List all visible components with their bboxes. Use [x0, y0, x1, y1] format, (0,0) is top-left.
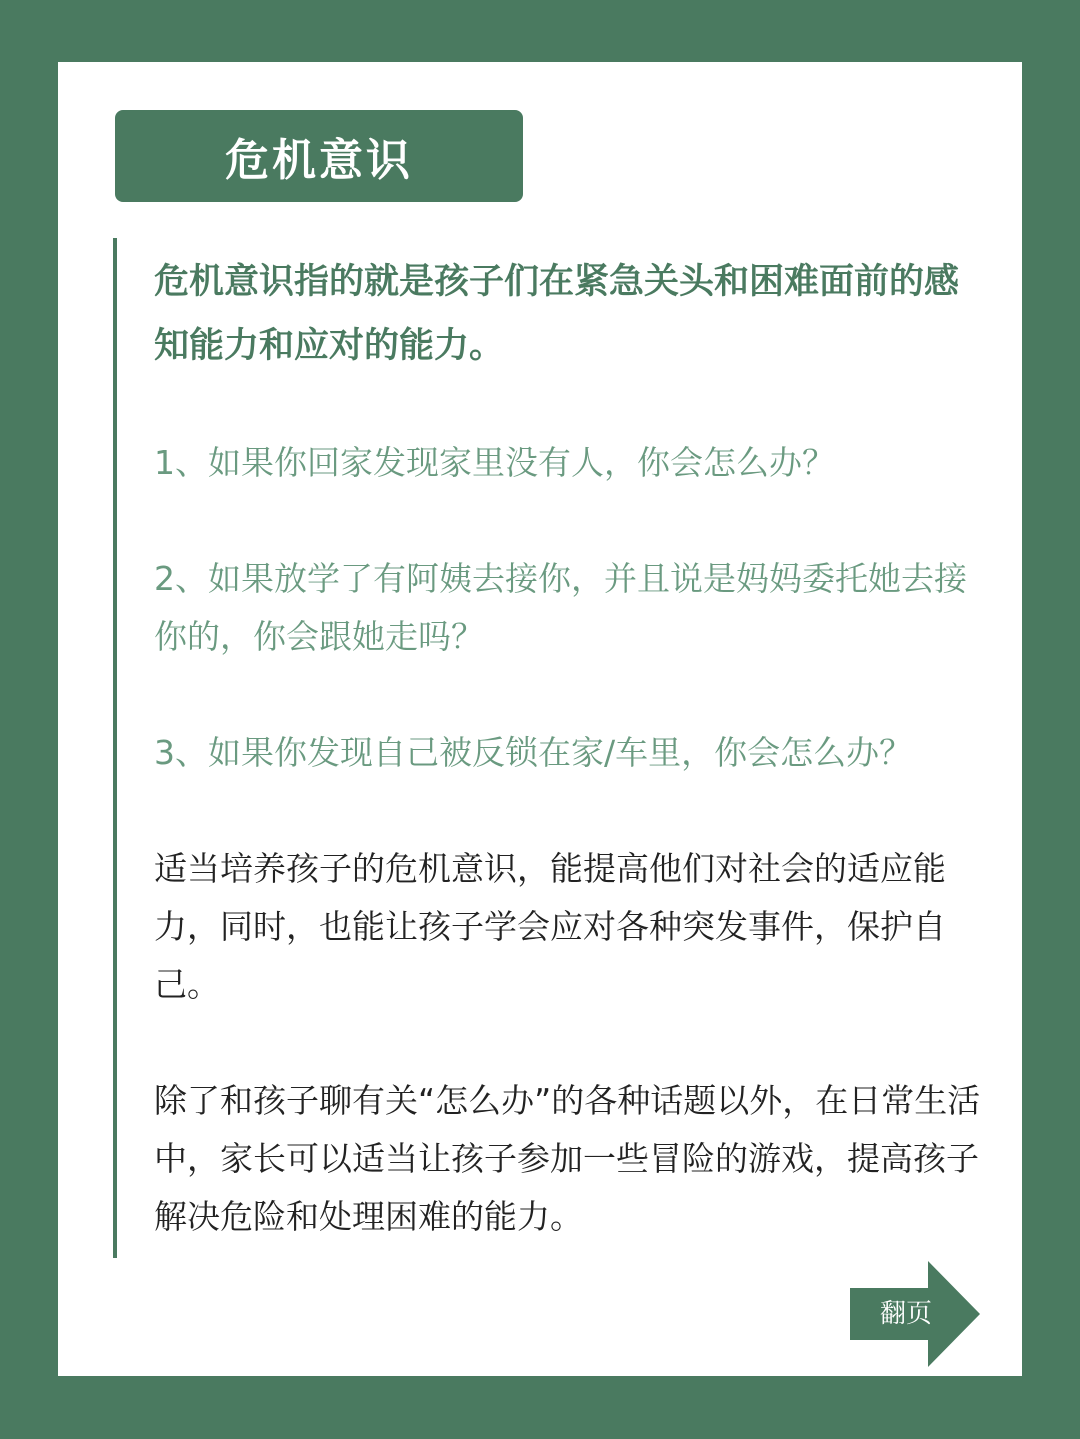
question-2: 2、如果放学了有阿姨去接你，并且说是妈妈委托她去接你的，你会跟她走吗？: [154, 559, 967, 656]
content-card: [58, 62, 1022, 1376]
left-accent-rule: [113, 238, 117, 1258]
article-body: [154, 250, 984, 1246]
page-title: 危机意识: [225, 135, 413, 186]
paragraph-2: 除了和孩子聊有关“怎么办”的各种话题以外，在日常生活中，家长可以适当让孩子参加一些冒险的游戏，提高孩子解决危险和处理困难的能力。: [154, 1081, 981, 1236]
paragraph-1: 适当培养孩子的危机意识，能提高他们对社会的适应能力，同时，也能让孩子学会应对各种突发事件，保护自己。: [154, 849, 946, 1004]
question-1: 1、如果你回家发现家里没有人，你会怎么办？: [154, 443, 835, 482]
title-banner: [115, 110, 523, 202]
question-3: 3、如果你发现自己被反锁在家/车里，你会怎么办？: [154, 733, 913, 772]
next-page-button[interactable]: [850, 1261, 982, 1367]
next-page-label: 翻页: [879, 1299, 932, 1329]
intro-text: 危机意识指的就是孩子们在紧急关头和困难面前的感知能力和应对的能力。: [154, 262, 960, 366]
